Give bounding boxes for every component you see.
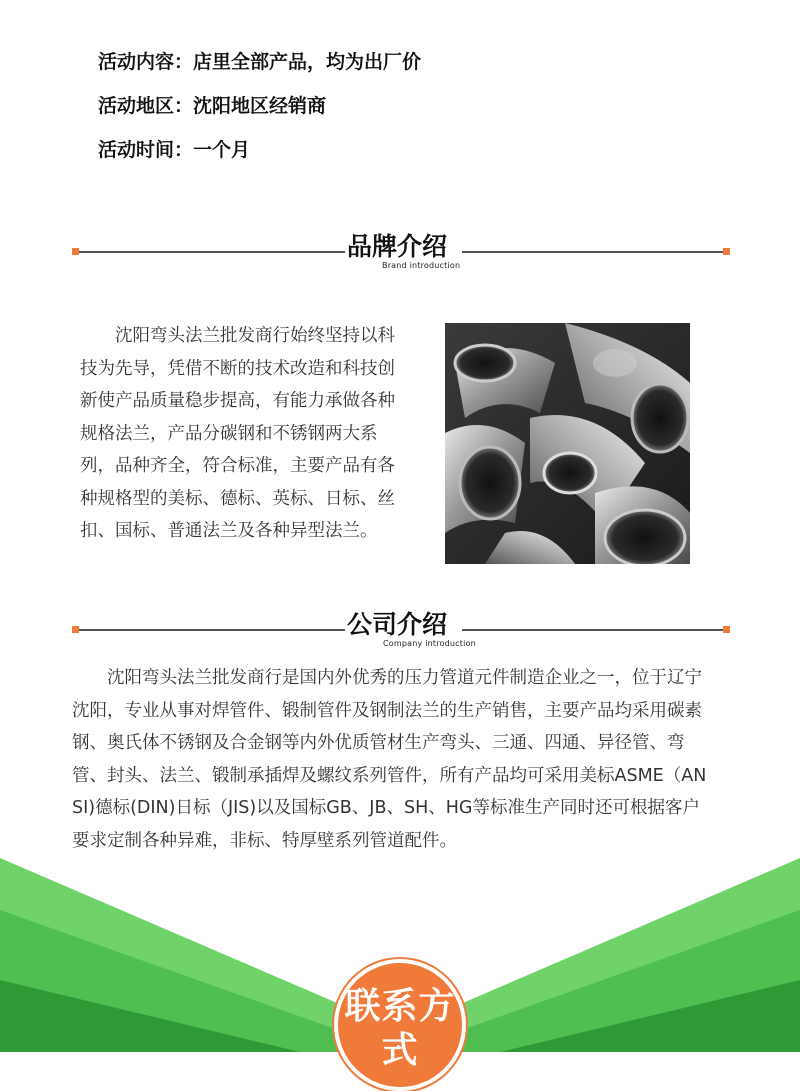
activity-time: 活动时间：一个月 — [98, 139, 251, 161]
left-dot-icon — [72, 248, 79, 255]
company-subtitle: Company introduction — [383, 639, 476, 648]
contact-label: 联系方式 — [344, 986, 456, 1071]
right-divider — [462, 629, 723, 631]
company-description: 沈阳弯头法兰批发商行是国内外优秀的压力管道元件制造企业之一，位于辽宁沈阳，专业从事对焊管件、锻制管件及钢制法兰的生产销售，主要产品均采用碳素钢、奥氏体不锈钢及合金钢等内外优质管材生产弯头、三通、四通、异径管、弯管、封头、法兰、锻制承插焊及螺纹系列管件，所有产品均可采用美标ASME（ANSI)德标(DIN)日标（JIS)以及国标GB、JB、SH、HG等标准生产同时还可根据客户要求定制各种异难，非标、特厚壁系列管道配件。 — [72, 668, 707, 851]
activity-region: 活动地区：沈阳地区经销商 — [98, 95, 327, 117]
company-title: 公司介绍 — [347, 610, 448, 639]
left-divider — [79, 251, 345, 253]
activity-info — [98, 46, 421, 178]
left-dot-icon — [72, 626, 79, 633]
company-section-header — [72, 606, 730, 656]
left-divider — [79, 629, 345, 631]
pipe-elbows-photo — [445, 323, 690, 564]
contact-button[interactable] — [334, 959, 466, 1091]
brand-title: 品牌介绍 — [347, 232, 448, 261]
right-dot-icon — [723, 248, 730, 255]
activity-content: 活动内容：店里全部产品，均为出厂价 — [98, 51, 422, 73]
brand-description: 沈阳弯头法兰批发商行始终坚持以科技为先导，凭借不断的技术改造和科技创新使产品质量稳步提高，有能力承做各种规格法兰，产品分碳钢和不锈钢两大系列，品种齐全，符合标准，主要产品有各种规格型的美标、德标、英标、日标、丝扣、国标、普通法兰及各种异型法兰。 — [80, 326, 395, 541]
right-dot-icon — [723, 626, 730, 633]
right-divider — [462, 251, 723, 253]
brand-section-header — [72, 228, 730, 278]
brand-subtitle: Brand introduction — [382, 261, 461, 270]
